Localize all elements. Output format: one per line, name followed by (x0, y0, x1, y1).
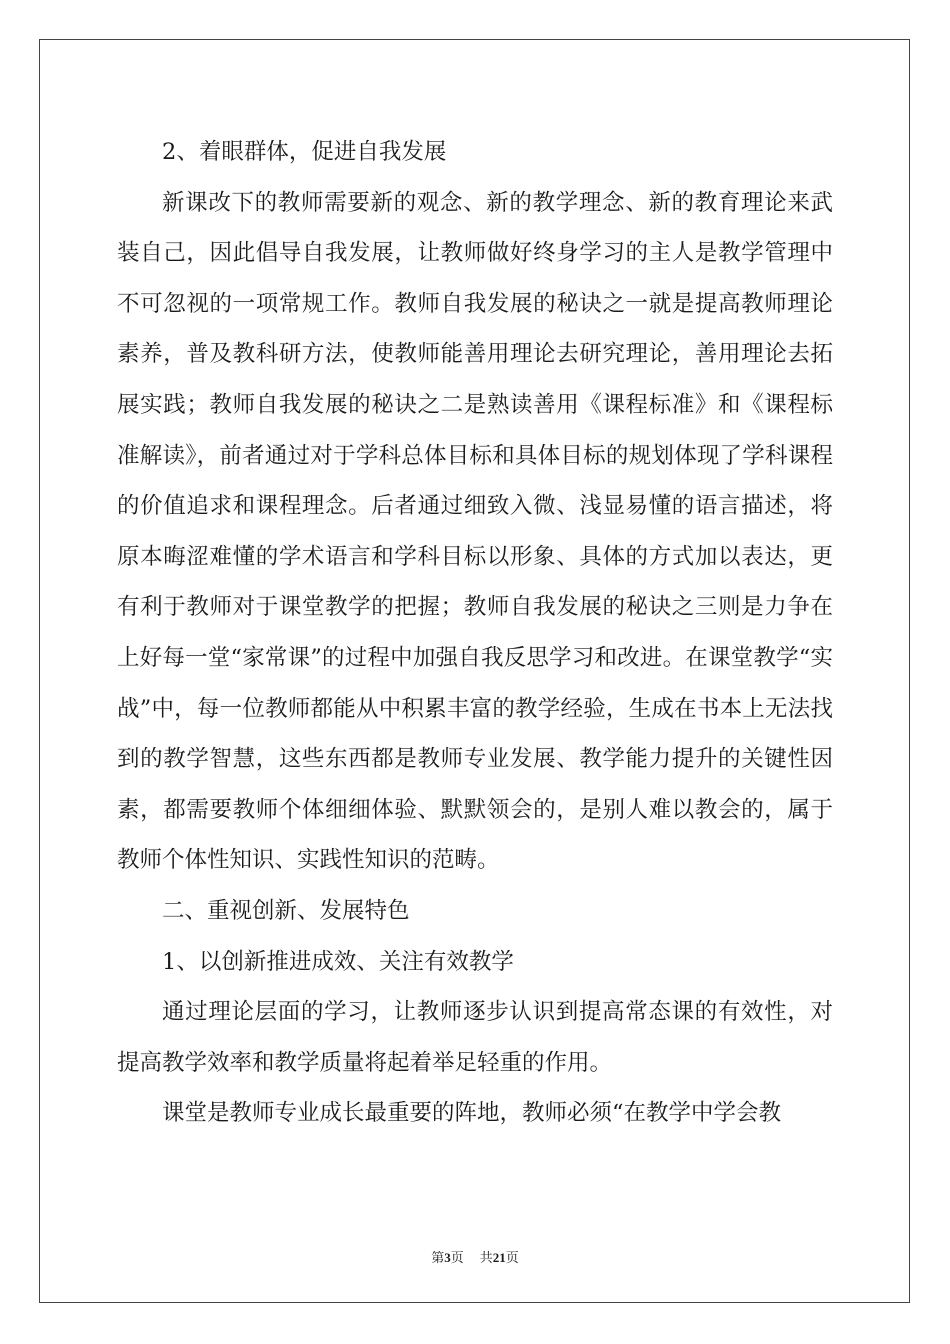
section-heading-two: 二、重视创新、发展特色 (162, 897, 410, 924)
document-body (117, 127, 833, 1139)
page-prefix: 第 (431, 1251, 445, 1266)
body-paragraph-3: 课堂是教师专业成长最重要的阵地，教师必须“在教学中学会教 (162, 1100, 782, 1127)
body-paragraph-1: 新课改下的教师需要新的观念、新的教学理念、新的教育理论来武装自己，因此倡导自我发展，让教师做好终身学习的主人是教学管理中不可忽视的一项常规工作。教师自我发展的秘诀之一就是提高教师理论素养，普及教科研方法，使教师能善用理论去研究理论，善用理论去拓展实践；教师自我发展的秘诀之二是熟读善用《课程标准》和《课程标准解读》，前者通过对于学科总体目标和具体目标的规划体现了学科课程的价值追求和课程理念。后者通过细致入微、浅显易懂的语言描述，将原本晦涩难懂的学术语言和学科目标以形象、具体的方式加以表达，更有利于教师对于课堂教学的把握；教师自我发展的秘诀之三则是力争在上好每一堂“家常课”的过程中加强自我反思学习和改进。在课堂教学“实战”中，每一位教师都能从中积累丰富的教学经验，生成在书本上无法找到的教学智慧，这些东西都是教师专业发展、教学能力提升的关键性因素，都需要教师个体细细体验、默默领会的，是别人难以教会的，属于教师个体性知识、实践性知识的范畴。 (117, 189, 833, 874)
current-page-number: 3 (444, 1250, 451, 1265)
page-footer (0, 1247, 950, 1266)
page-suffix: 页 (450, 1251, 464, 1266)
total-page-count: 21 (492, 1250, 506, 1265)
section-heading-1: 1、以创新推进成效、关注有效教学 (162, 948, 514, 975)
section-heading-2: 2、着眼群体，促进自我发展 (162, 139, 447, 165)
total-suffix: 页 (505, 1251, 519, 1266)
body-paragraph-2: 通过理论层面的学习，让教师逐步认识到提高常态课的有效性，对提高教学效率和教学质量将起着举足轻重的作用。 (117, 999, 833, 1076)
total-prefix: 共 (479, 1251, 493, 1266)
